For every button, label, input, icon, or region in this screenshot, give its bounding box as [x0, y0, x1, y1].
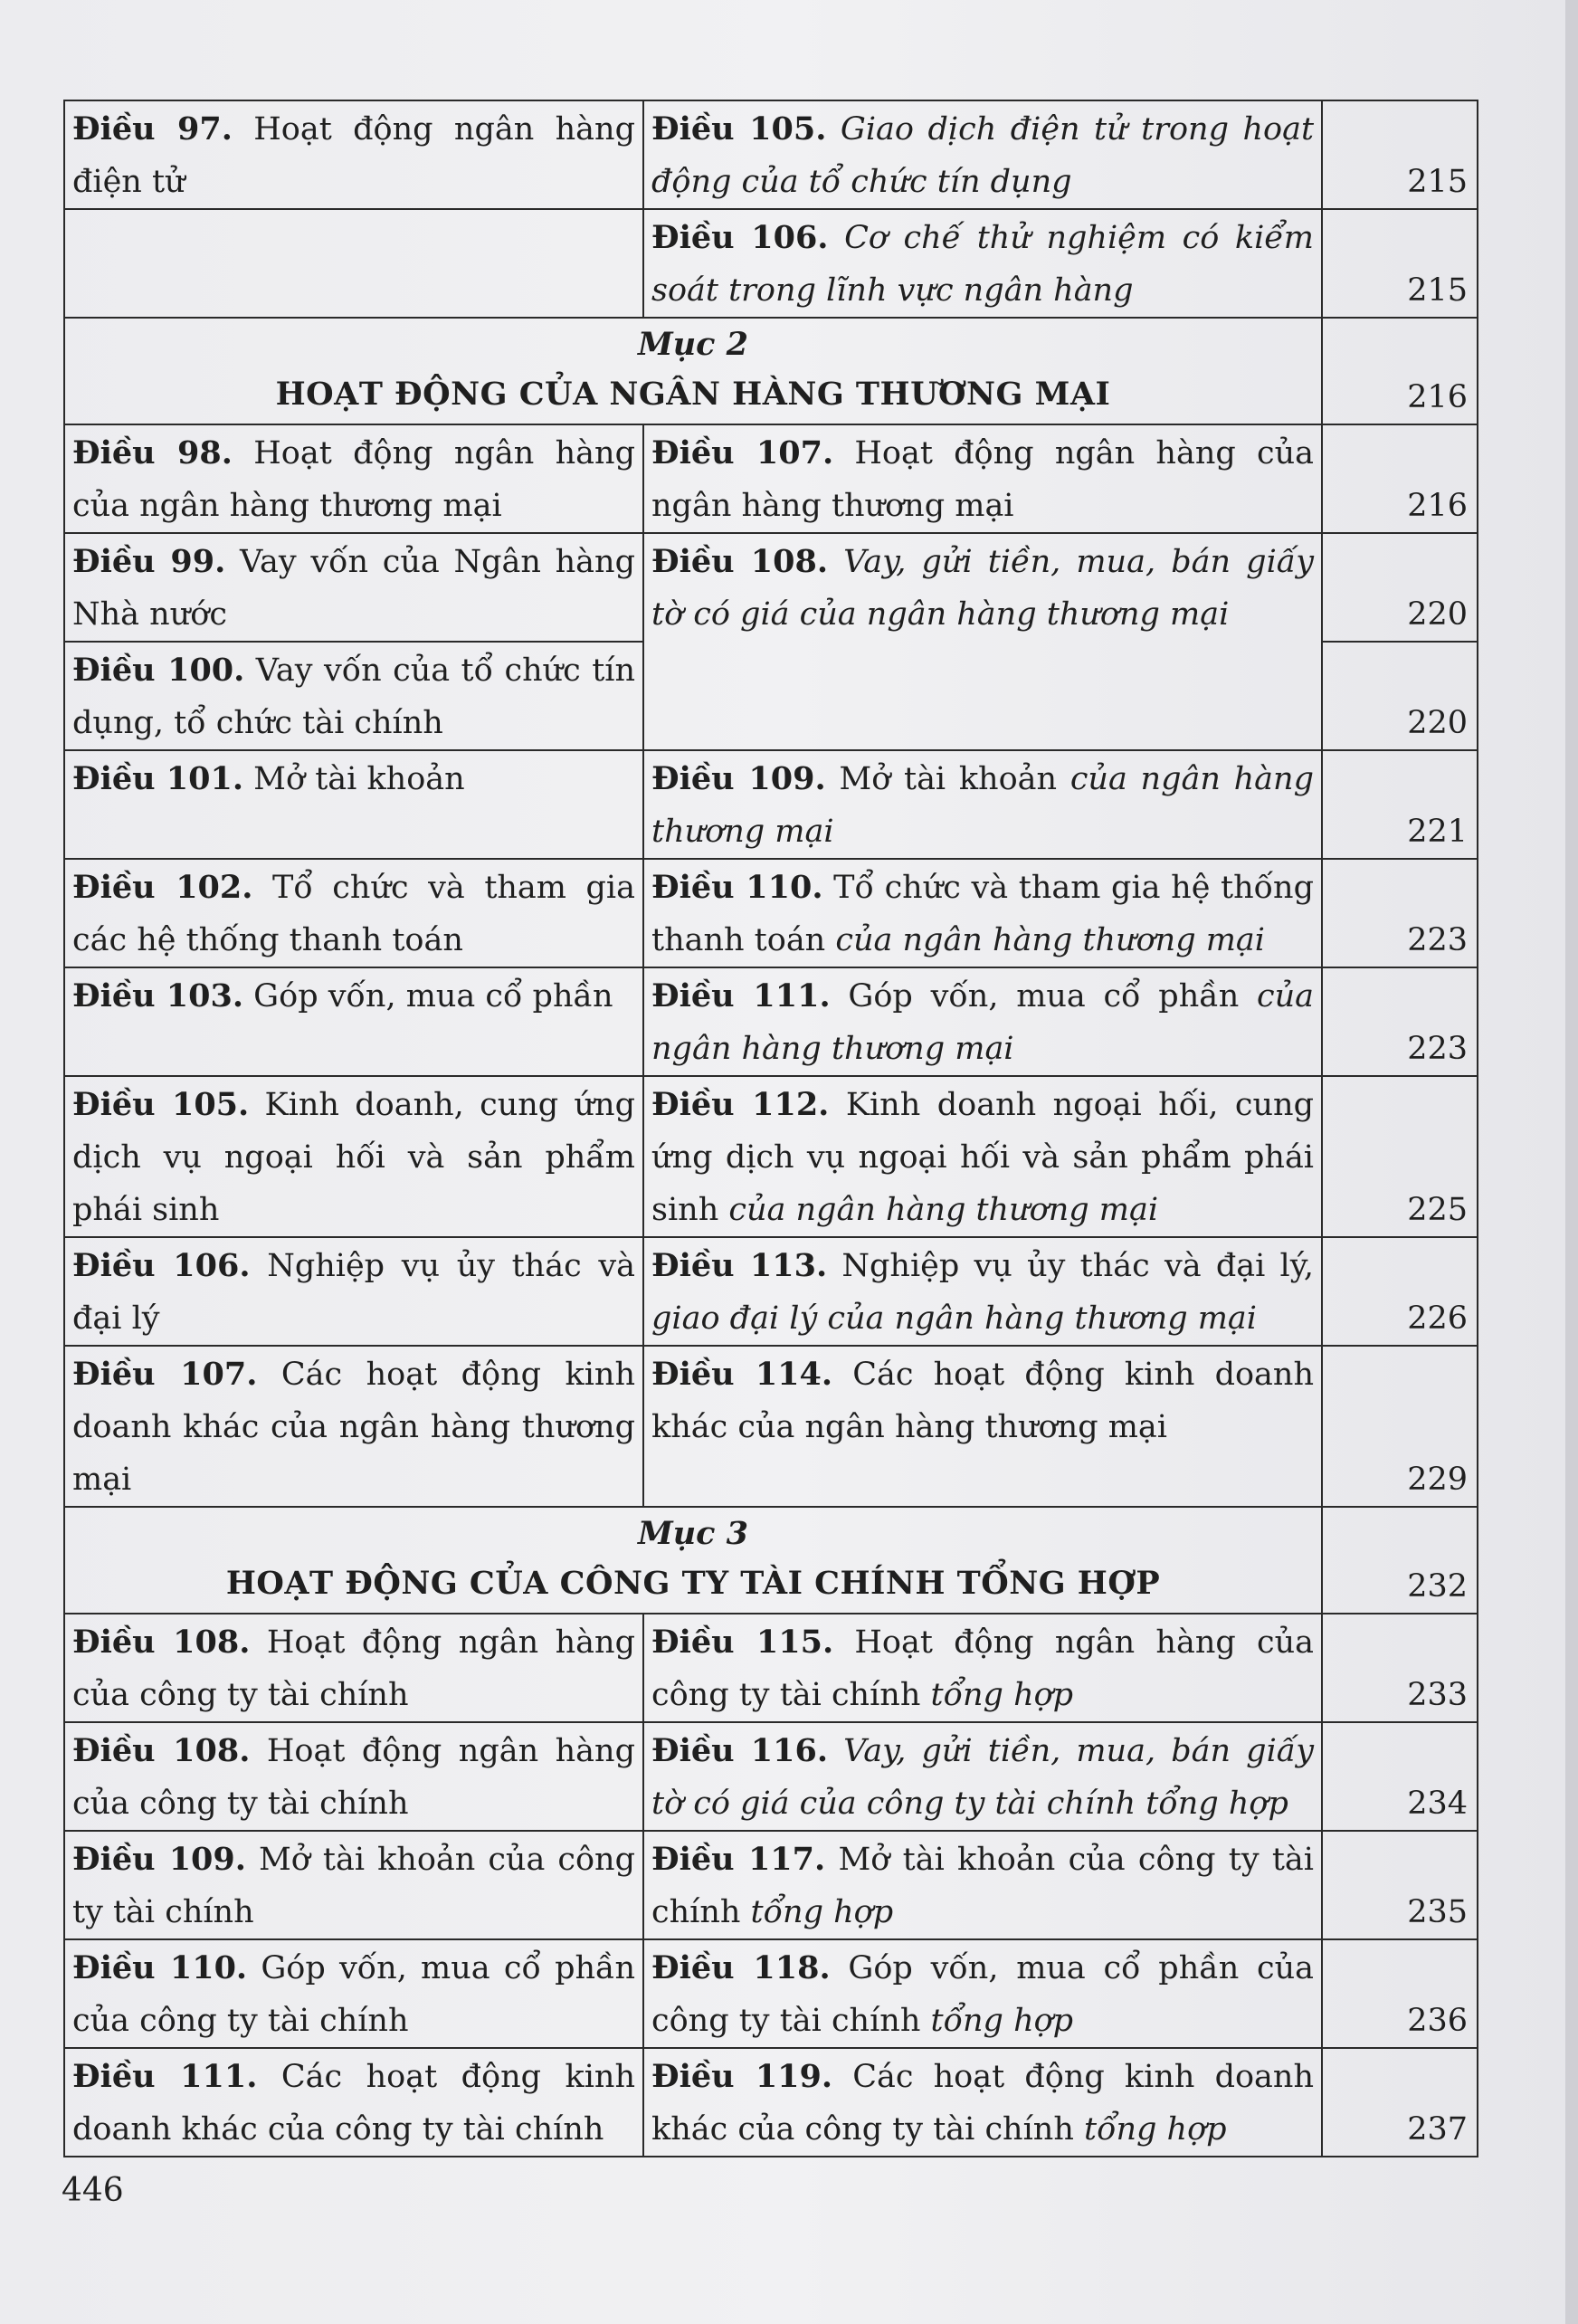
- old-article-cell: Điều 107. Các hoạt động kinh doanh khác của ngân hàng thương mại: [64, 1346, 643, 1507]
- new-article-cell: Điều 109. Mở tài khoản của ngân hàng thương mại: [643, 750, 1322, 859]
- section-label: Mục 2: [637, 326, 749, 363]
- table-row: [64, 859, 1478, 967]
- old-article-cell: Điều 100. Vay vốn của tổ chức tín dụng, tổ chức tài chính: [64, 642, 643, 750]
- table-row: [64, 750, 1478, 859]
- page-ref: 225: [1322, 1076, 1478, 1237]
- table-row: [64, 1831, 1478, 1939]
- old-article-cell: Điều 108. Hoạt động ngân hàng của công ty tài chính: [64, 1722, 643, 1831]
- page-ref: 226: [1322, 1237, 1478, 1346]
- page-ref: 216: [1322, 424, 1478, 533]
- new-article-cell: Điều 118. Góp vốn, mua cổ phần của công ty tài chính tổng hợp: [643, 1939, 1322, 2048]
- page-ref: 216: [1322, 318, 1478, 424]
- page-ref: 237: [1322, 2048, 1478, 2157]
- new-article-cell: Điều 115. Hoạt động ngân hàng của công ty tài chính tổng hợp: [643, 1614, 1322, 1722]
- new-article-cell: Điều 112. Kinh doanh ngoại hối, cung ứng dịch vụ ngoại hối và sản phẩm phái sinh của ngân hàng thương mại: [643, 1076, 1322, 1237]
- table-row: [64, 1722, 1478, 1831]
- section-row: [64, 318, 1478, 424]
- table-row: [64, 533, 1478, 642]
- page-ref: 229: [1322, 1346, 1478, 1507]
- new-article-cell: Điều 107. Hoạt động ngân hàng của ngân hàng thương mại: [643, 424, 1322, 533]
- page-ref: 223: [1322, 967, 1478, 1076]
- table-row: [64, 424, 1478, 533]
- old-article-cell: Điều 102. Tổ chức và tham gia các hệ thống thanh toán: [64, 859, 643, 967]
- new-article-cell: Điều 105. Giao dịch điện tử trong hoạt động của tổ chức tín dụng: [643, 100, 1322, 209]
- table-row: [64, 1237, 1478, 1346]
- old-article-cell: Điều 109. Mở tài khoản của công ty tài chính: [64, 1831, 643, 1939]
- old-article-cell: Điều 111. Các hoạt động kinh doanh khác của công ty tài chính: [64, 2048, 643, 2157]
- new-article-cell: Điều 111. Góp vốn, mua cổ phần của ngân hàng thương mại: [643, 967, 1322, 1076]
- new-article-cell: Điều 110. Tổ chức và tham gia hệ thống thanh toán của ngân hàng thương mại: [643, 859, 1322, 967]
- table-row: [64, 2048, 1478, 2157]
- page-ref: 233: [1322, 1614, 1478, 1722]
- page-ref: 215: [1322, 209, 1478, 318]
- page-ref: 235: [1322, 1831, 1478, 1939]
- old-article-cell: Điều 103. Góp vốn, mua cổ phần: [64, 967, 643, 1076]
- page-ref: 234: [1322, 1722, 1478, 1831]
- section-heading: [64, 318, 1322, 424]
- page-ref: 221: [1322, 750, 1478, 859]
- section-heading: [64, 1507, 1322, 1614]
- table-row: [64, 1346, 1478, 1507]
- table-row: [64, 967, 1478, 1076]
- old-article-cell: Điều 97. Hoạt động ngân hàng điện tử: [64, 100, 643, 209]
- page-ref: 220: [1322, 533, 1478, 642]
- page-ref: 223: [1322, 859, 1478, 967]
- page-number: 446: [62, 2172, 124, 2209]
- table-row: [64, 209, 1478, 318]
- old-article-cell: Điều 106. Nghiệp vụ ủy thác và đại lý: [64, 1237, 643, 1346]
- new-article-cell: Điều 108. Vay, gửi tiền, mua, bán giấy tờ có giá của ngân hàng thương mại: [643, 533, 1322, 750]
- table-row: [64, 1939, 1478, 2048]
- page-ref: 215: [1322, 100, 1478, 209]
- comparison-table: [63, 100, 1478, 2157]
- table-row: [64, 1076, 1478, 1237]
- old-article-cell: Điều 98. Hoạt động ngân hàng của ngân hàng thương mại: [64, 424, 643, 533]
- page-ref: 236: [1322, 1939, 1478, 2048]
- old-article-cell: Điều 108. Hoạt động ngân hàng của công ty tài chính: [64, 1614, 643, 1722]
- old-article-cell: Điều 99. Vay vốn của Ngân hàng Nhà nước: [64, 533, 643, 642]
- new-article-cell: Điều 119. Các hoạt động kinh doanh khác của công ty tài chính tổng hợp: [643, 2048, 1322, 2157]
- section-row: [64, 1507, 1478, 1614]
- new-article-cell: Điều 114. Các hoạt động kinh doanh khác của ngân hàng thương mại: [643, 1346, 1322, 1507]
- section-title: HOẠT ĐỘNG CỦA NGÂN HÀNG THƯƠNG MẠI: [275, 376, 1111, 413]
- table-row: [64, 100, 1478, 209]
- page-edge: [1565, 0, 1578, 2324]
- old-article-cell: [64, 209, 643, 318]
- old-article-cell: Điều 105. Kinh doanh, cung ứng dịch vụ ngoại hối và sản phẩm phái sinh: [64, 1076, 643, 1237]
- new-article-cell: Điều 106. Cơ chế thử nghiệm có kiểm soát trong lĩnh vực ngân hàng: [643, 209, 1322, 318]
- old-article-cell: Điều 110. Góp vốn, mua cổ phần của công ty tài chính: [64, 1939, 643, 2048]
- section-label: Mục 3: [637, 1515, 749, 1552]
- page-ref: 220: [1322, 642, 1478, 750]
- old-article-cell: Điều 101. Mở tài khoản: [64, 750, 643, 859]
- table-row: [64, 1614, 1478, 1722]
- new-article-cell: Điều 117. Mở tài khoản của công ty tài chính tổng hợp: [643, 1831, 1322, 1939]
- section-title: HOẠT ĐỘNG CỦA CÔNG TY TÀI CHÍNH TỔNG HỢP: [225, 1565, 1161, 1602]
- page-ref: 232: [1322, 1507, 1478, 1614]
- new-article-cell: Điều 116. Vay, gửi tiền, mua, bán giấy tờ có giá của công ty tài chính tổng hợp: [643, 1722, 1322, 1831]
- new-article-cell: Điều 113. Nghiệp vụ ủy thác và đại lý, giao đại lý của ngân hàng thương mại: [643, 1237, 1322, 1346]
